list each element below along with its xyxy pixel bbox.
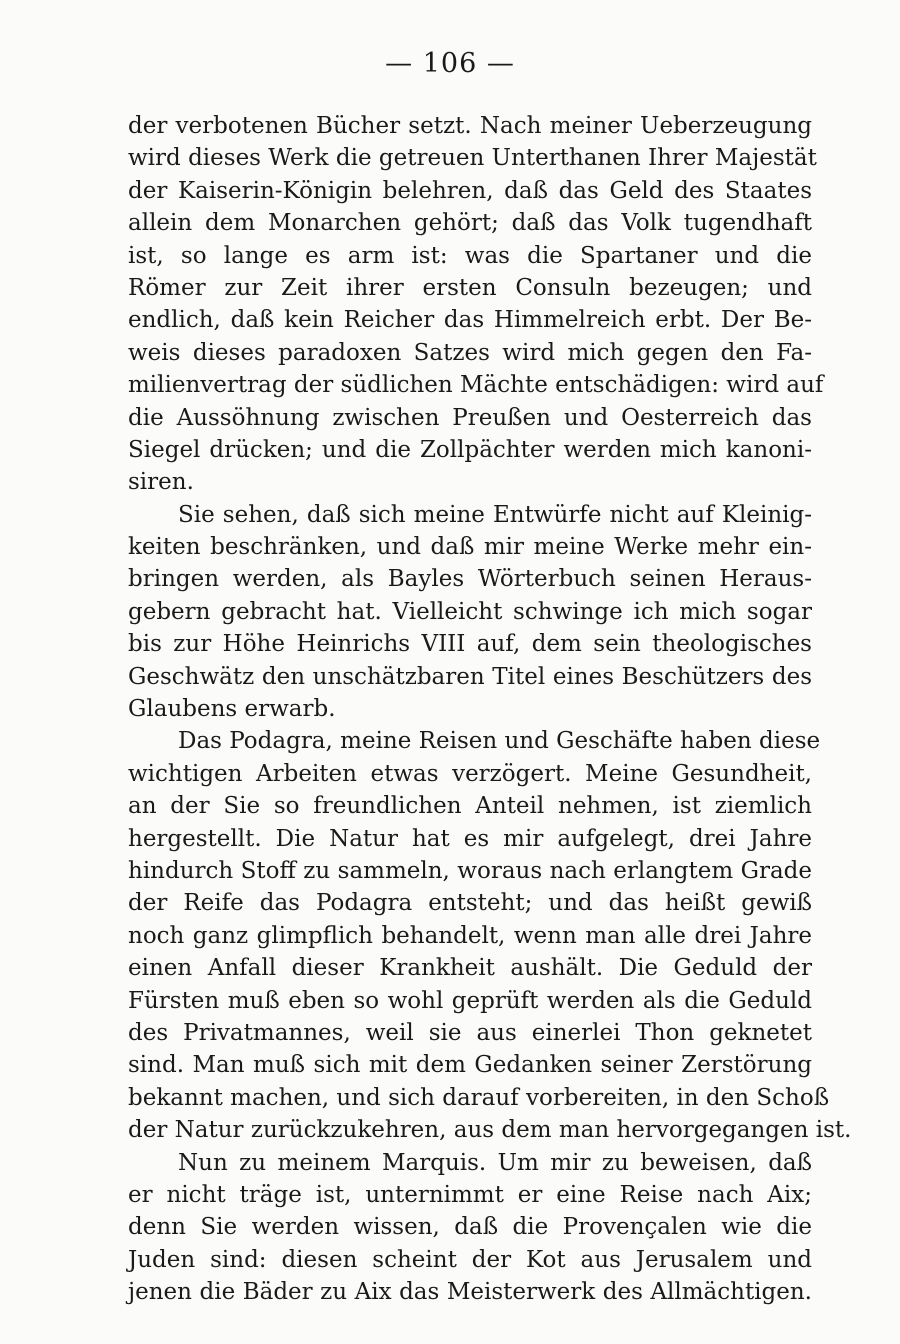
text-line: der Reife das Podagra entsteht; und das heißt gewiß xyxy=(128,890,812,917)
text-line: Siegel drücken; und die Zollpächter werden mich kanoni- xyxy=(128,436,812,463)
text-line: allein dem Monarchen gehört; daß das Volk tugendhaft xyxy=(128,210,812,237)
text-line: keiten beschränken, und daß mir meine Werke mehr ein- xyxy=(128,534,812,561)
body-text xyxy=(128,110,852,1308)
text-line: wichtigen Arbeiten etwas verzögert. Meine Gesundheit, xyxy=(128,760,812,787)
text-line: der Kaiserin-Königin belehren, daß das Geld des Staates xyxy=(128,177,812,204)
page-number: — 106 — xyxy=(385,48,515,79)
text-line: Sie sehen, daß sich meine Entwürfe nicht auf Kleinig- xyxy=(178,501,812,528)
text-line: des Privatmannes, weil sie aus einerlei Thon geknetet xyxy=(128,1019,812,1046)
text-line: Glaubens erwarb. xyxy=(128,696,336,723)
text-line: Geschwätz den unschätzbaren Titel eines Beschützers des xyxy=(128,663,812,690)
text-line: die Aussöhnung zwischen Preußen und Oesterreich das xyxy=(128,404,812,431)
text-line: ist, so lange es arm ist: was die Spartaner und die xyxy=(128,242,812,269)
text-line: Nun zu meinem Marquis. Um mir zu beweisen, daß xyxy=(178,1149,812,1176)
text-line: Das Podagra, meine Reisen und Geschäfte haben diese xyxy=(178,728,821,755)
text-line: der verbotenen Bücher setzt. Nach meiner Ueberzeugung xyxy=(128,113,812,139)
text-line: milienvertrag der südlichen Mächte entschädigen: wird auf xyxy=(128,372,824,399)
text-line: an der Sie so freundlichen Anteil nehmen, ist ziemlich xyxy=(128,793,812,820)
text-line: hergestellt. Die Natur hat es mir aufgelegt, drei Jahre xyxy=(128,825,812,852)
text-line: Juden sind: diesen scheint der Kot aus Jerusalem und xyxy=(128,1246,812,1273)
text-line: jenen die Bäder zu Aix das Meisterwerk des Allmächtigen. xyxy=(128,1279,812,1306)
text-line: bis zur Höhe Heinrichs VIII auf, dem sein theologisches xyxy=(128,631,812,658)
text-line: hindurch Stoff zu sammeln, woraus nach erlangtem Grade xyxy=(128,857,812,884)
text-line: er nicht träge ist, unternimmt er eine Reise nach Aix; xyxy=(128,1181,812,1208)
text-line: einen Anfall dieser Krankheit aushält. Die Geduld der xyxy=(128,955,812,982)
text-line: noch ganz glimpflich behandelt, wenn man alle drei Jahre xyxy=(128,922,812,949)
text-line: denn Sie werden wissen, daß die Provençalen wie die xyxy=(128,1214,812,1241)
text-line: siren. xyxy=(128,469,194,496)
text-line: gebern gebracht hat. Vielleicht schwinge ich mich sogar xyxy=(128,598,812,625)
text-line: bekannt machen, und sich darauf vorbereiten, in den Schoß xyxy=(128,1084,830,1111)
text-line: der Natur zurückzukehren, aus dem man hervorgegangen ist. xyxy=(128,1117,852,1144)
text-line: weis dieses paradoxen Satzes wird mich gegen den Fa- xyxy=(128,339,812,366)
text-line: sind. Man muß sich mit dem Gedanken seiner Zerstörung xyxy=(128,1052,812,1079)
text-line: Fürsten muß eben so wohl geprüft werden als die Geduld xyxy=(128,987,812,1014)
text-line: wird dieses Werk die getreuen Unterthanen Ihrer Majestät xyxy=(128,145,817,172)
text-line: endlich, daß kein Reicher das Himmelreich erbt. Der Be- xyxy=(128,307,812,334)
text-line: Römer zur Zeit ihrer ersten Consuln bezeugen; und xyxy=(128,274,812,301)
text-line: bringen werden, als Bayles Wörterbuch seinen Heraus- xyxy=(128,566,812,593)
